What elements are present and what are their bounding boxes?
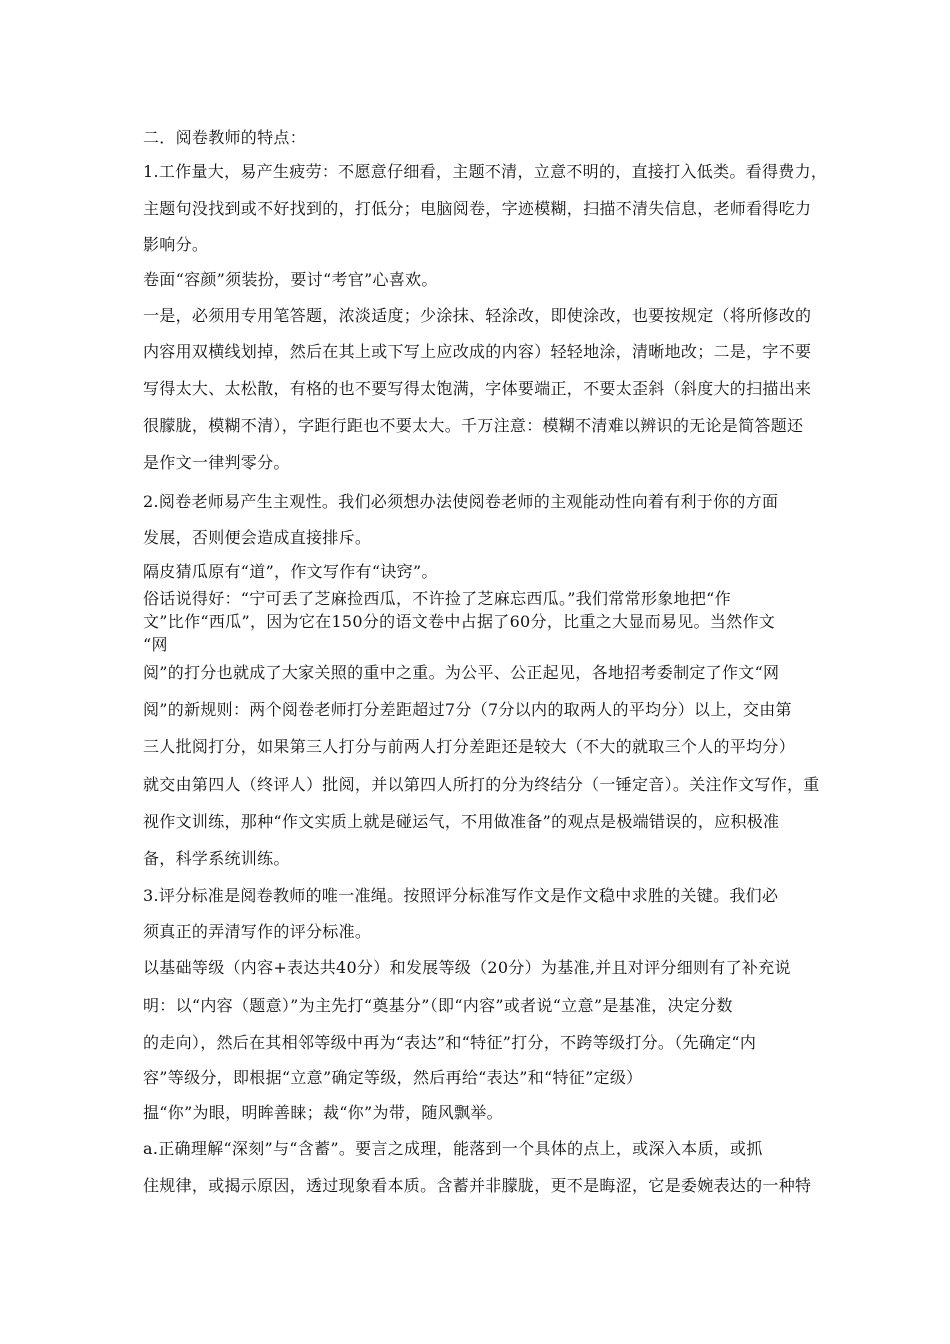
text-line: 揾“你”为眼，明眸善睐；裁“你”为带，随风飘举。: [143, 1103, 503, 1122]
text-line: 俗话说得好：“宁可丢了芝麻捡西瓜，不许捡了芝麻忘西瓜。”我们常常形象地把“作: [143, 589, 731, 608]
text-line: 视作文训练，那种“作文实质上就是碰运气，不用做准备”的观点是极端错误的，应积极准: [143, 812, 780, 831]
text-line: 阅”的打分也就成了大家关照的重中之重。为公平、公正起见，各地招考委制定了作文“网: [143, 663, 780, 682]
text-line: 写得太大、太松散，有格的也不要写得太饱满，字体要端正，不要太歪斜（斜度大的扫描出来: [143, 379, 812, 398]
text-line: 备，科学系统训练。: [143, 849, 290, 868]
text-line: 内容用双横线划掉，然后在其上或下写上应改成的内容）轻轻地涂，清晰地改；二是，字不要: [143, 342, 812, 361]
text-line: 二．阅卷教师的特点：: [143, 128, 307, 147]
text-line: 2.阅卷老师易产生主观性。我们必须想办法使阅卷老师的主观能动性向着有利于你的方面: [143, 492, 779, 511]
text-line: 就交由第四人（终评人）批阅，并以第四人所打的分为终结分（一锤定音）。关注作文写作，重: [143, 775, 820, 794]
text-line: “网: [143, 635, 168, 654]
text-line: 发展，否则便会造成直接排斥。: [143, 528, 372, 547]
text-line: 影响分。: [143, 235, 209, 254]
text-line: 很朦胧，模糊不清），字距行距也不要太大。千万注意：模糊不清难以辨识的无论是简答题还: [143, 416, 804, 435]
text-line: 文”比作“西瓜”，因为它在150分的语文卷中占据了60分，比重之大显而易见。当然作文: [143, 612, 776, 631]
text-line: 三人批阅打分，如果第三人打分与前两人打分差距还是较大（不大的就取三个人的平均分）: [143, 737, 796, 756]
text-line: 1.工作量大，易产生疲劳：不愿意仔细看，主题不清，立意不明的，直接打入低类。看得费力，: [143, 162, 828, 181]
text-line: 阅”的新规则：两个阅卷老师打分差距超过7分（7分以内的取两人的平均分）以上，交由第: [143, 700, 792, 719]
text-line: 卷面“容颜”须装扮，要讨“考官”心喜欢。: [143, 270, 438, 289]
text-line: 的走向），然后在其相邻等级中再为“表达”和“特征”打分，不跨等级打分。（先确定“内: [143, 1033, 757, 1052]
text-line: 以基础等级（内容+表达共40分）和发展等级（20分）为基准,并且对评分细则有了补充说: [143, 958, 791, 977]
text-line: 明：以“内容（题意）”为主先打“奠基分”（即“内容”或者说“立意”是基准，决定分数: [143, 996, 733, 1015]
text-line: 主题句没找到或不好找到的，打低分；电脑阅卷，字迹模糊，扫描不清失信息，老师看得吃力: [143, 199, 812, 218]
text-line: 是作文一律判零分。: [143, 453, 290, 472]
text-line: 3.评分标准是阅卷教师的唯一准绳。按照评分标准写作文是作文稳中求胜的关键。我们必: [143, 886, 779, 905]
text-line: 须真正的弄清写作的评分标准。: [143, 922, 372, 941]
text-line: 一是，必须用专用笔答题，浓淡适度；少涂抹、轻涂改，即使涂改，也要按规定（将所修改的: [143, 306, 812, 325]
text-line: 住规律，或揭示原因，透过现象看本质。含蓄并非朦胧，更不是晦涩，它是委婉表达的一种特: [143, 1176, 812, 1195]
text-line: a.正确理解“深刻”与“含蓄”。要言之成理，能落到一个具体的点上，或深入本质，或抓: [143, 1139, 763, 1158]
text-line: 隔皮猜瓜原有“道”，作文写作有“诀窍”。: [143, 562, 438, 581]
text-line: 容”等级分，即根据“立意”确定等级，然后再给“表达”和“特征”定级）: [143, 1068, 643, 1087]
